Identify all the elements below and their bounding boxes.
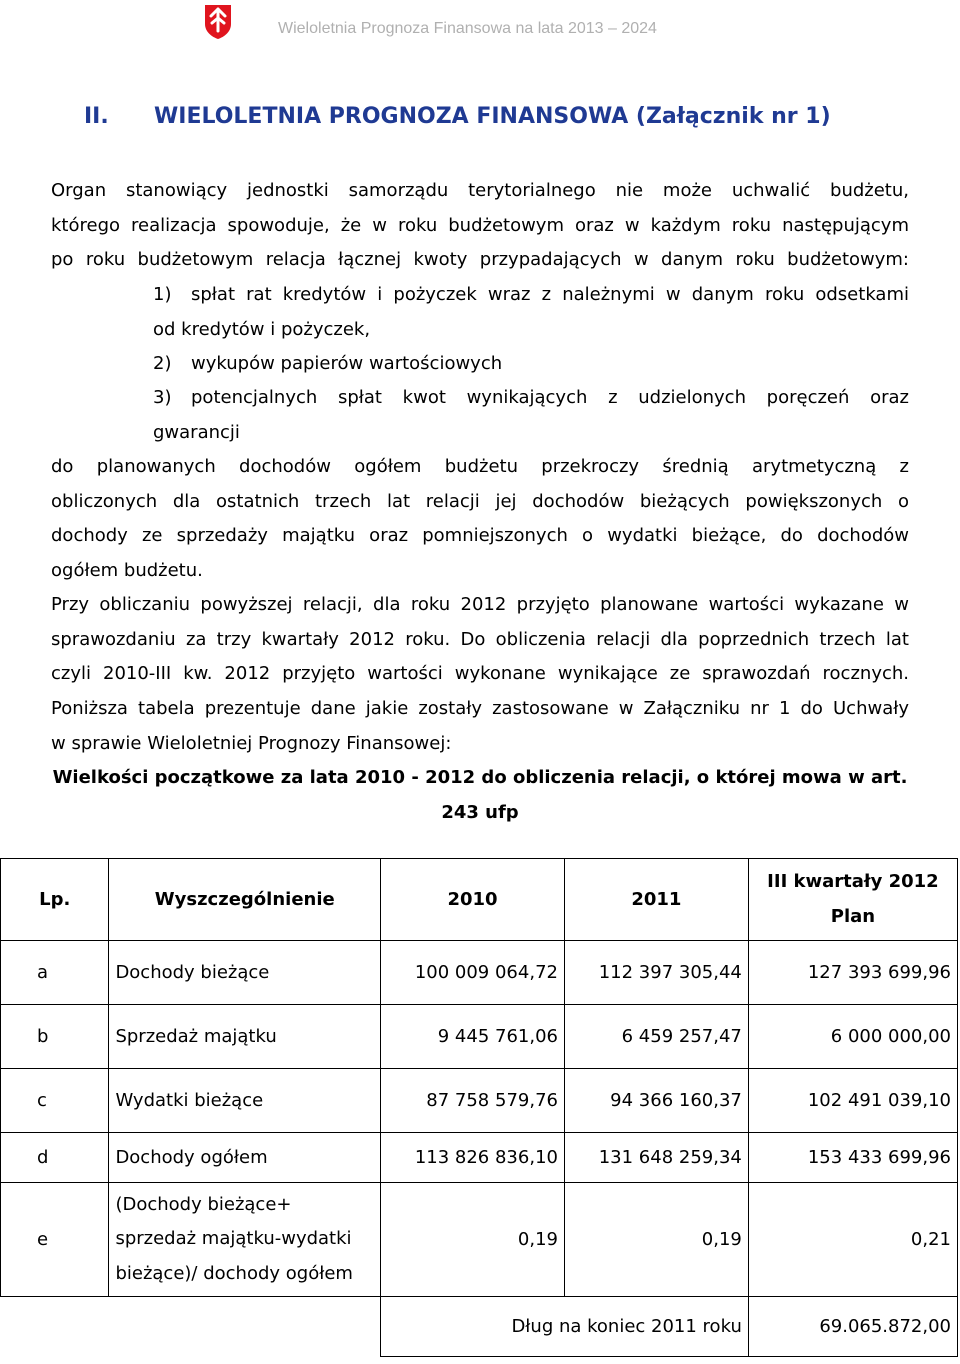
list-item [153, 381, 909, 450]
table-row [1, 1069, 958, 1133]
cell-2012: 153 433 699,96 [748, 1133, 957, 1183]
intro-paragraph [51, 174, 909, 278]
section-number: II. [84, 104, 109, 129]
calculation-paragraph [51, 588, 909, 692]
section-heading [84, 104, 831, 129]
cell-lp: b [1, 1005, 109, 1069]
cell-description: Dochody ogółem [109, 1133, 381, 1183]
cell-2011: 131 648 259,34 [564, 1133, 748, 1183]
cell-2011: 6 459 257,47 [564, 1005, 748, 1069]
cell-2012: 102 491 039,10 [748, 1069, 957, 1133]
header-lp: Lp. [1, 859, 109, 941]
list-item-text: potencjalnych spłat kwot wynikających z udzielonych poręczeń oraz [191, 387, 909, 408]
list-item [153, 347, 909, 382]
debt-spacer [1, 1297, 109, 1357]
table-caption [0, 761, 960, 830]
paragraph-line: sprawozdaniu za trzy kwartały 2012 roku. Do obliczenia relacji dla poprzednich trzech lat [51, 628, 909, 650]
cell-2011: 0,19 [564, 1183, 748, 1297]
cell-description [109, 1183, 381, 1297]
paragraph-line: w sprawie Wieloletniej Prognozy Finansowej: [51, 732, 452, 754]
debt-spacer [109, 1297, 381, 1357]
header-2011: 2011 [564, 859, 748, 941]
header-2012 [748, 859, 957, 941]
city-crest-logo-icon [204, 4, 232, 40]
cell-description-line: sprzedaż majątku-wydatki [115, 1228, 352, 1250]
cell-2012: 6 000 000,00 [748, 1005, 957, 1069]
list-item-text: wykupów papierów wartościowych [191, 353, 503, 374]
cell-2010: 0,19 [381, 1183, 565, 1297]
relation-paragraph [51, 450, 909, 588]
cell-lp: d [1, 1133, 109, 1183]
list-item-number: 2) [153, 353, 172, 374]
header-description: Wyszczególnienie [109, 859, 381, 941]
header-2010: 2010 [381, 859, 565, 941]
paragraph-line: czyli 2010-III kw. 2012 przyjęto wartości wykonane wynikające ze sprawozdań rocznych. [51, 663, 909, 684]
cell-2011: 112 397 305,44 [564, 941, 748, 1005]
cell-lp: e [1, 1183, 109, 1297]
header-2012-line2: Plan [830, 905, 876, 927]
cell-description-line: bieżące)/ dochody ogółem [115, 1262, 353, 1284]
table-caption-line: 243 ufp [441, 801, 519, 823]
debt-row [1, 1297, 958, 1357]
paragraph-line: dochody ze sprzedaży majątku oraz pomniejszonych o wydatki bieżące, do dochodów [51, 525, 909, 546]
cell-2010: 113 826 836,10 [381, 1133, 565, 1183]
table-header-row [1, 859, 958, 941]
list-item-line [153, 278, 909, 313]
table-row [1, 1005, 958, 1069]
table-row [1, 941, 958, 1005]
list-item-text: spłat rat kredytów i pożyczek wraz z należnymi w danym roku odsetkami [191, 284, 909, 305]
paragraph-line: ogółem budżetu. [51, 559, 203, 581]
list-item-line [153, 381, 909, 416]
list-item-line [153, 347, 909, 382]
cell-2010: 100 009 064,72 [381, 941, 565, 1005]
debt-label: Dług na koniec 2011 roku [381, 1297, 749, 1357]
list-item-line: gwarancji [153, 421, 240, 443]
list-item [153, 278, 909, 347]
cell-2010: 87 758 579,76 [381, 1069, 565, 1133]
table-caption-line: Wielkości początkowe za lata 2010 - 2012 do obliczenia relacji, o której mowa w art. [52, 767, 908, 788]
cell-lp: c [1, 1069, 109, 1133]
cell-description: Dochody bieżące [109, 941, 381, 1005]
table-row [1, 1133, 958, 1183]
cell-2011: 94 366 160,37 [564, 1069, 748, 1133]
debt-value: 69.065.872,00 [748, 1297, 957, 1357]
header-2012-line1: III kwartały 2012 [767, 871, 939, 892]
cell-lp: a [1, 941, 109, 1005]
financial-data-table [0, 858, 958, 1357]
cell-description-line: (Dochody bieżące+ [115, 1193, 292, 1215]
cell-2012: 0,21 [748, 1183, 957, 1297]
list-item-line: od kredytów i pożyczek, [153, 318, 371, 340]
cell-2010: 9 445 761,06 [381, 1005, 565, 1069]
paragraph-line: do planowanych dochodów ogółem budżetu przekroczy średnią arytmetyczną z [51, 456, 909, 477]
paragraph-line: Poniższa tabela prezentuje dane jakie zostały zastosowane w Załączniku nr 1 do Uchwały [51, 698, 909, 719]
intro-line: Organ stanowiący jednostki samorządu terytorialnego nie może uchwalić budżetu, [51, 180, 909, 201]
intro-line: po roku budżetowym relacja łącznej kwoty przypadających w danym roku budżetowym: [51, 249, 909, 270]
intro-line: którego realizacja spowoduje, że w roku budżetowym oraz w każdym roku następującym [51, 214, 909, 236]
document-header-title: Wieloletnia Prognoza Finansowa na lata 2013 – 2024 [278, 20, 657, 37]
cell-description: Sprzedaż majątku [109, 1005, 381, 1069]
paragraph-line: Przy obliczaniu powyższej relacji, dla roku 2012 przyjęto planowane wartości wykazane w [51, 594, 909, 615]
table-row [1, 1183, 958, 1297]
list-item-number: 1) [153, 284, 172, 305]
paragraph-line: obliczonych dla ostatnich trzech lat relacji jej dochodów bieżących powiększonych o [51, 490, 909, 512]
table-intro-paragraph [51, 692, 909, 761]
list-item-number: 3) [153, 387, 172, 408]
cell-2012: 127 393 699,96 [748, 941, 957, 1005]
section-title-text: WIELOLETNIA PROGNOZA FINANSOWA (Załącznik nr 1) [154, 104, 831, 129]
cell-description: Wydatki bieżące [109, 1069, 381, 1133]
